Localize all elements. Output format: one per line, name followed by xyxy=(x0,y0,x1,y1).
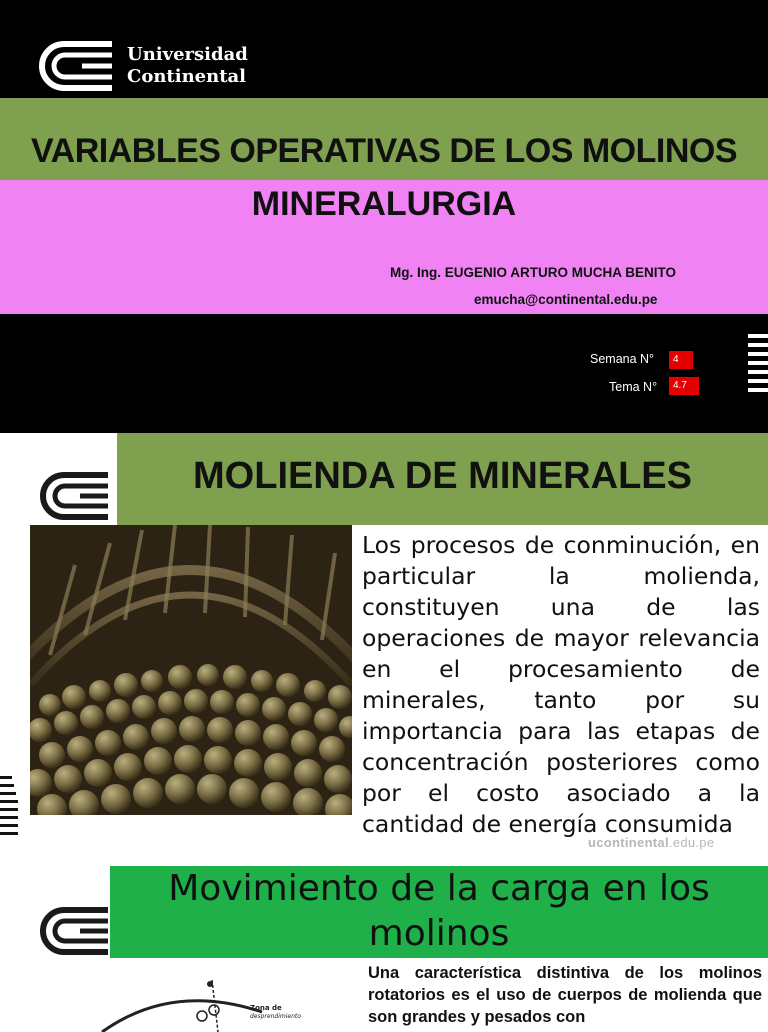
decorative-stripes xyxy=(748,334,768,397)
university-name xyxy=(127,44,248,88)
semana-badge: 4 xyxy=(669,351,693,369)
tema-label: Tema N° xyxy=(609,380,658,394)
diagram-label-2: desprendimiento xyxy=(250,1013,301,1020)
university-logo-icon xyxy=(40,470,110,522)
footer-tld: .edu.pe xyxy=(668,835,715,850)
mill-charge-diagram xyxy=(32,972,334,1032)
decorative-stripes-left xyxy=(0,776,18,840)
diagram-label-1: Zona de xyxy=(250,1004,282,1012)
university-logo-icon xyxy=(40,905,110,957)
university-logo-icon xyxy=(38,38,114,94)
presentation-title: VARIABLES OPERATIVAS DE LOS MOLINOS xyxy=(31,132,737,170)
slide3-paragraph: Una característica distintiva de los molinos rotatorios es el uso de cuerpos de molienda que son grandes y pesados con xyxy=(368,964,762,1026)
section-paragraph: Los procesos de conminución, en particular la molienda, constituyen una de las operaciones de mayor relevancia en el procesamiento de minerales, tanto por su importancia para las etapas de concentración posteriores como por el costo asociado a la cantidad de energía consumida xyxy=(362,531,760,838)
brand-line-1: Universidad xyxy=(127,44,248,65)
course-subject: MINERALURGIA xyxy=(251,185,517,223)
website-footer xyxy=(588,835,714,850)
semana-label: Semana N° xyxy=(590,352,655,366)
tema-badge: 4.7 xyxy=(669,377,699,395)
section-title: MOLIENDA DE MINERALES xyxy=(193,455,692,497)
brand-line-2: Continental xyxy=(127,66,247,87)
author-name: Mg. Ing. EUGENIO ARTURO MUCHA BENITO xyxy=(390,265,676,280)
slide3-title: Movimiento de la carga en los molinos xyxy=(168,868,710,954)
footer-domain: ucontinental xyxy=(588,835,669,850)
author-email: emucha@continental.edu.pe xyxy=(474,292,658,307)
ball-mill-photo xyxy=(30,525,352,815)
